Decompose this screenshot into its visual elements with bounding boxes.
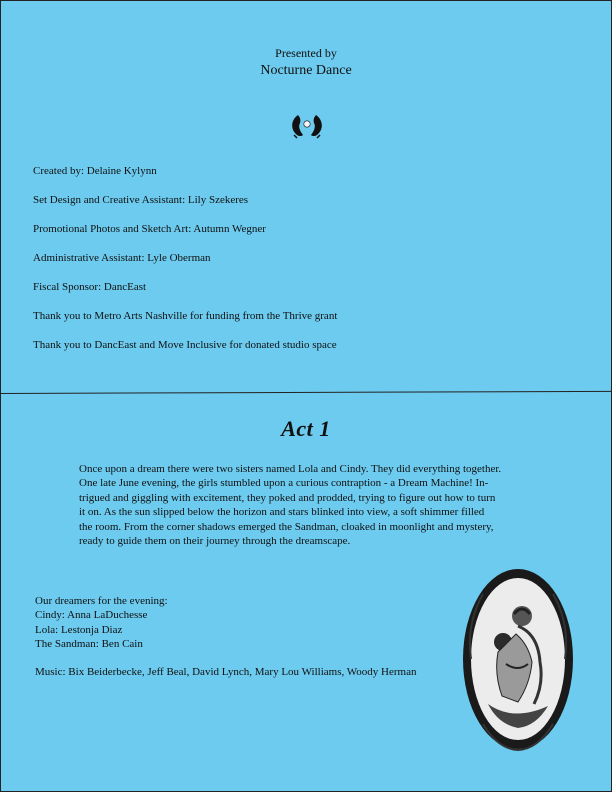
story-line: ready to guide them on their journey through the dreamscape. — [79, 535, 351, 548]
credit-line: Administrative Assistant: Lyle Oberman — [33, 252, 211, 264]
cast-member: Cindy: Anna LaDuchesse — [35, 609, 148, 622]
credit-line: Thank you to Metro Arts Nashville for funding from the Thrive grant — [33, 310, 338, 322]
music-credits: Music: Bix Beiderbecke, Jeff Beal, David Lynch, Mary Lou Williams, Woody Herman — [35, 666, 417, 678]
credits-list — [33, 165, 573, 368]
story-line: the room. From the corner shadows emerged the Sandman, cloaked in moonlight and mystery, — [79, 520, 494, 533]
story-line: Once upon a dream there were two sisters named Lola and Cindy. They did everything together. — [79, 463, 502, 475]
presented-by-label: Presented by — [275, 46, 337, 60]
story-line: One late June evening, the girls stumbled upon a curious contraption - a Dream Machine! In- — [79, 477, 489, 490]
credit-line: Created by: Delaine Kylynn — [33, 165, 157, 177]
story-paragraph — [79, 462, 541, 548]
credit-line: Promotional Photos and Sketch Art: Autumn Wegner — [33, 223, 266, 235]
cast-list — [35, 594, 455, 651]
credit-line: Thank you to DancEast and Move Inclusive for donated studio space — [33, 339, 337, 351]
hands-holding-moon-icon — [288, 111, 326, 139]
cast-member: Lola: Lestonja Diaz — [35, 623, 123, 636]
act-title: Act 1 — [281, 416, 331, 441]
cast-member: The Sandman: Ben Cain — [35, 637, 143, 650]
credit-line: Set Design and Creative Assistant: Lily Szekeres — [33, 194, 249, 206]
credit-line: Fiscal Sponsor: DancEast — [33, 281, 147, 293]
cast-heading: Our dreamers for the evening: — [35, 595, 168, 607]
dancers-sketch-oval-portrait — [458, 564, 578, 754]
company-name: Nocturne Dance — [260, 63, 352, 78]
story-line: it on. As the sun slipped below the horizon and stars blinked into view, a soft shimmer filled — [79, 506, 485, 519]
story-line: trigued and giggling with excitement, they poked and prodded, trying to figure out how to turn — [79, 491, 496, 504]
